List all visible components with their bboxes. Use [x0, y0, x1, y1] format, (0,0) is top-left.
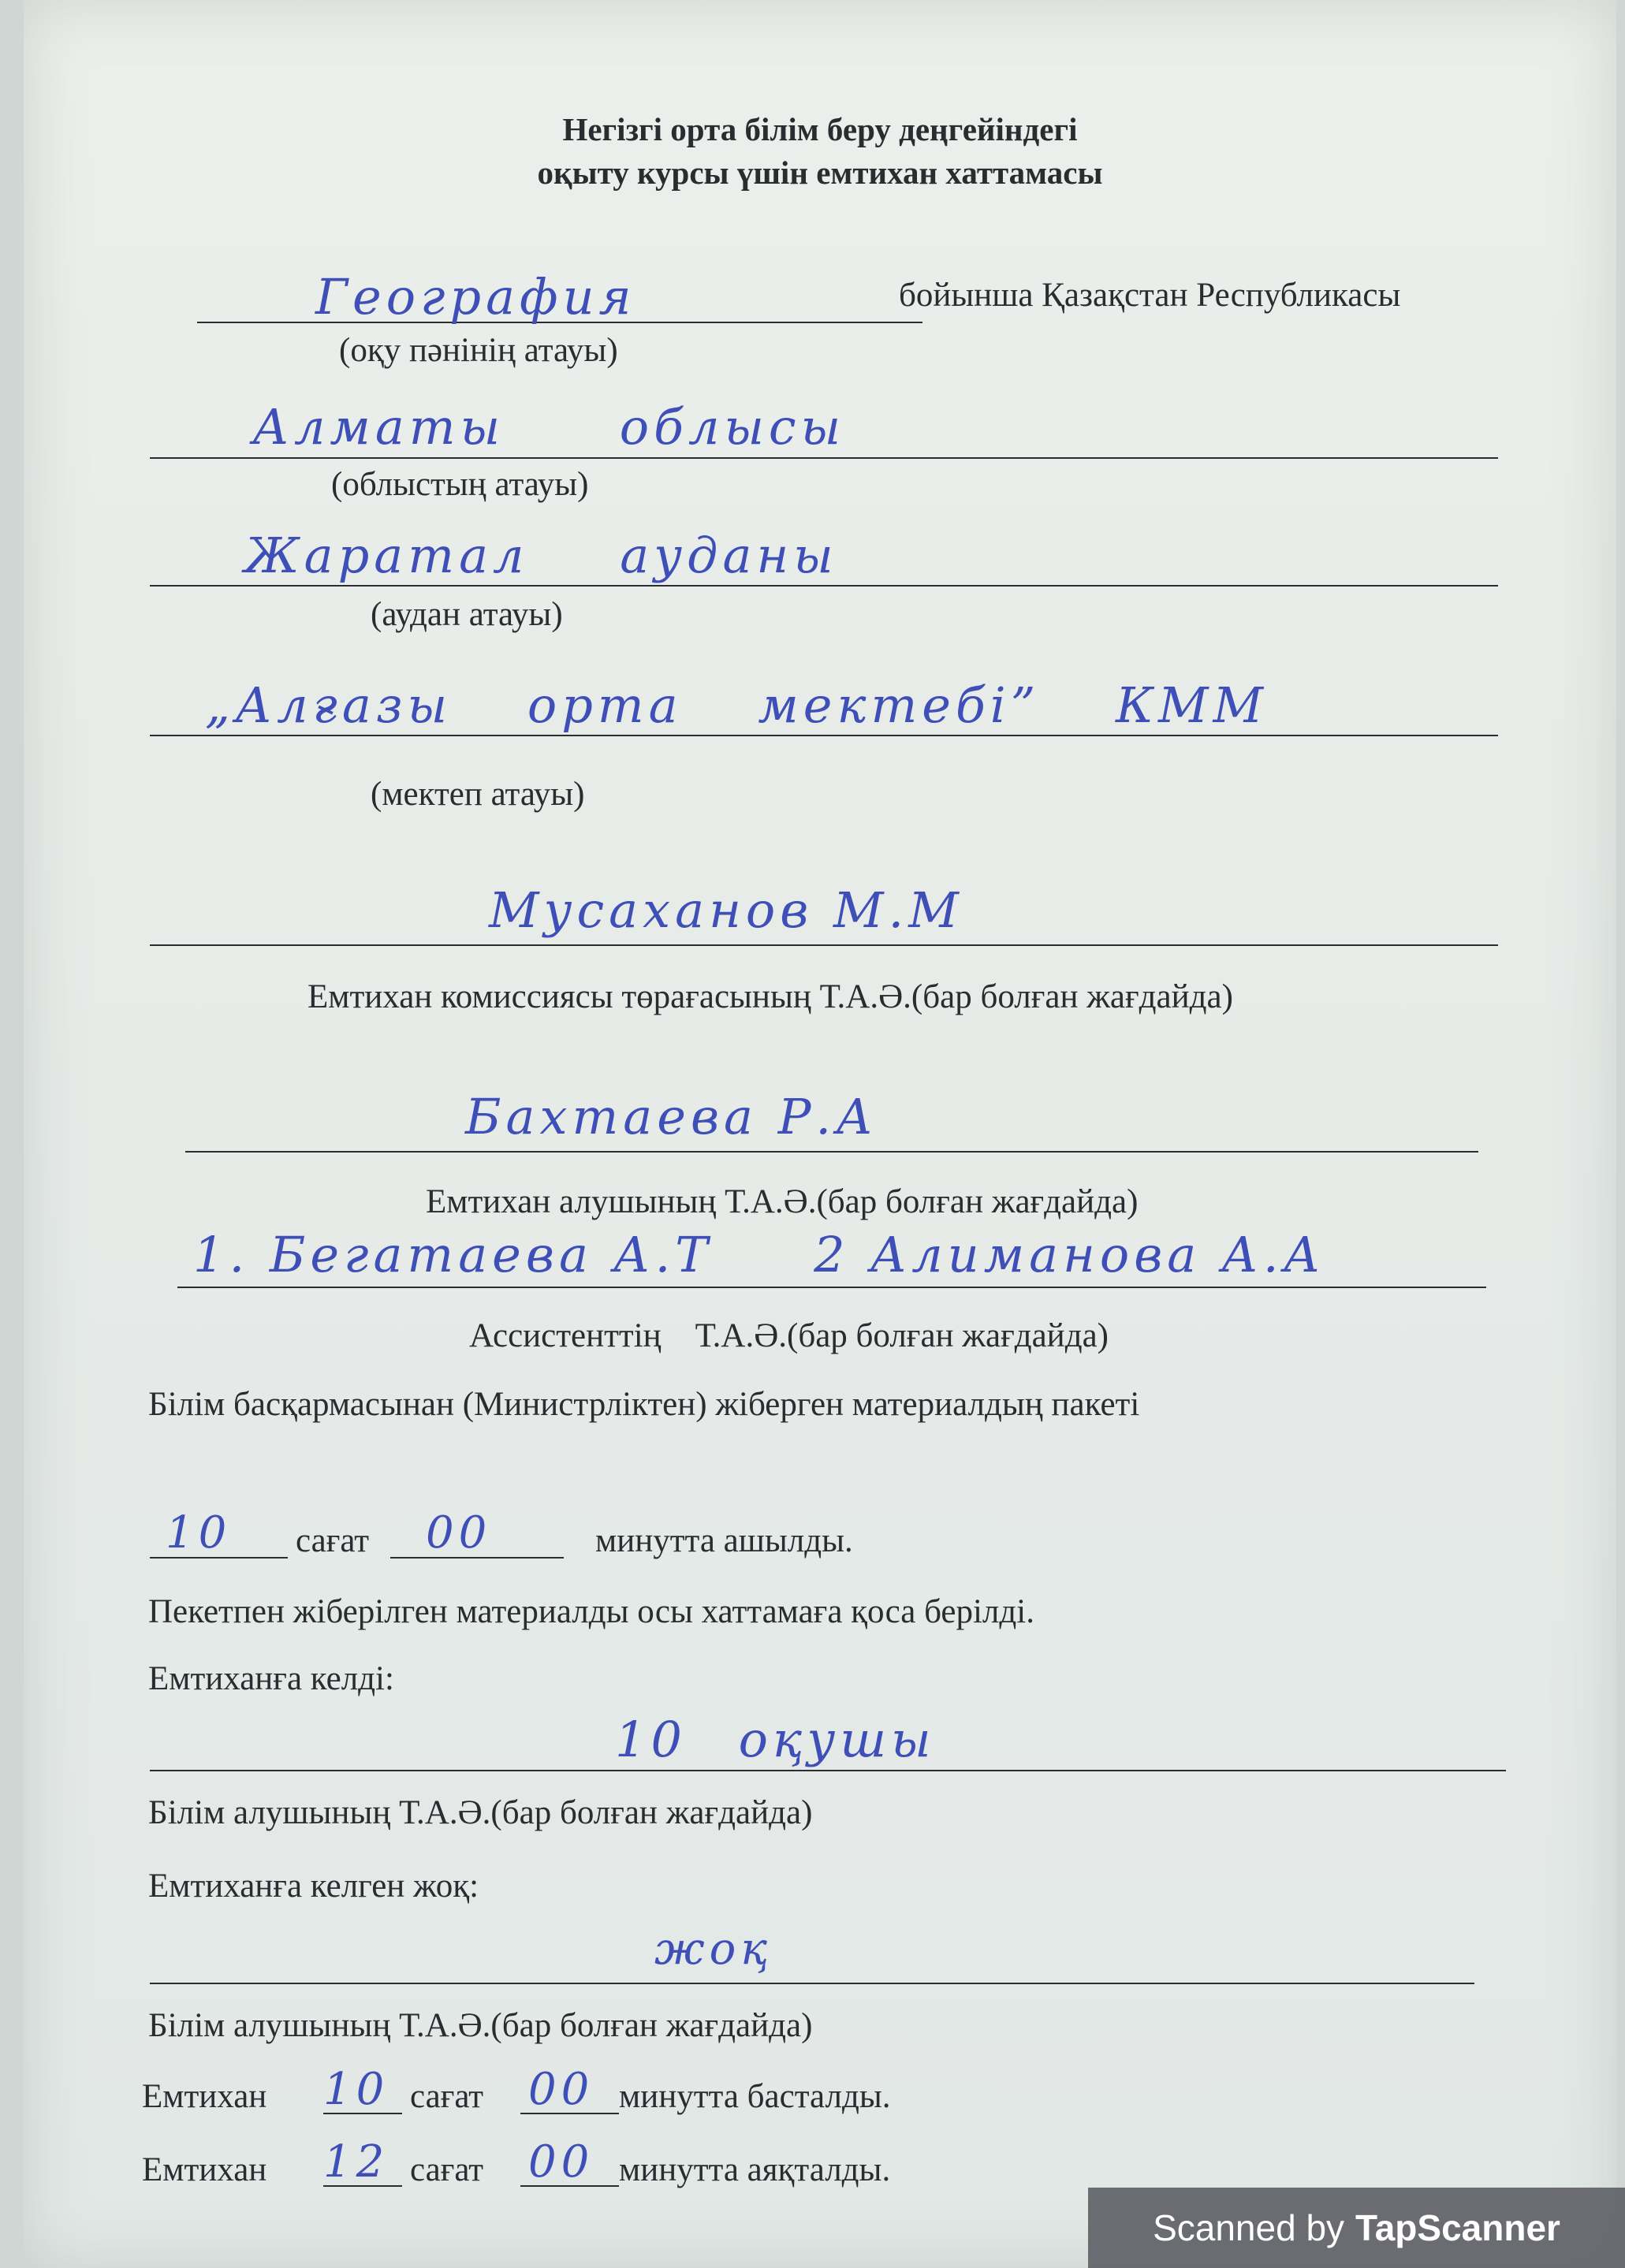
absent-underline: [150, 1983, 1474, 1984]
examiner-underline: [185, 1151, 1478, 1153]
attended-caption: Білім алушының Т.А.Ә.(бар болған жағдайда): [148, 1794, 813, 1831]
school-underline: [150, 735, 1498, 736]
title-line-2: оқыту курсы үшін емтихан хаттамасы: [537, 155, 1103, 191]
chairman-caption: Емтихан комиссиясы төрағасының Т.А.Ә.(бар болған жағдайда): [307, 978, 1233, 1015]
exam-start-minute-label: минутта басталды.: [619, 2078, 891, 2115]
scanner-watermark: [1088, 2188, 1625, 2268]
region-handwritten: Алматы облысы: [252, 398, 846, 456]
assistants-underline: [177, 1287, 1486, 1288]
region-caption: (облыстың атауы): [331, 466, 589, 503]
school-caption: (мектеп атауы): [371, 776, 585, 813]
title-line-1: Негізгі орта білім беру деңгейіндегі: [562, 111, 1078, 147]
package-minute-handwritten: 00: [426, 1507, 492, 1559]
exam-end-label: Емтихан: [142, 2151, 267, 2188]
exam-end-minute-label: минутта аяқталды.: [619, 2151, 891, 2188]
assistants-handwritten: 1. Бегатаева А.Т 2 Алиманова А.А: [193, 1226, 1325, 1283]
absent-label: Емтиханға келген жоқ:: [148, 1868, 479, 1905]
exam-end-hour-handwritten: 12: [323, 2136, 389, 2188]
exam-start-label: Емтихан: [142, 2078, 267, 2115]
subject-caption: (оқу пәнінің атауы): [339, 332, 618, 369]
subject-handwritten: География: [315, 268, 636, 326]
exam-end-minute-handwritten: 00: [528, 2136, 594, 2188]
exam-end-hour-label: сағат: [410, 2151, 484, 2188]
package-hour-handwritten: 10: [166, 1507, 232, 1559]
package-text: Білім басқармасынан (Министрліктен) жіберген материалдың пакеті: [148, 1386, 1140, 1423]
district-caption: (аудан атауы): [371, 596, 563, 633]
examiner-caption: Емтихан алушының Т.А.Ә.(бар болған жағдайда): [426, 1183, 1139, 1220]
assistants-caption: Ассистенттің Т.А.Ә.(бар болған жағдайда): [469, 1317, 1109, 1354]
attended-underline: [150, 1770, 1506, 1771]
absent-handwritten: жоқ: [654, 1924, 773, 1975]
watermark-brand: TapScanner: [1355, 2207, 1560, 2248]
chairman-handwritten: Мусаханов М.М: [489, 881, 963, 939]
watermark-prefix: Scanned by: [1153, 2207, 1345, 2248]
school-handwritten: „Алғазы орта мектебі” КММ: [205, 676, 1268, 734]
examiner-handwritten: Бахтаева Р.А: [465, 1088, 878, 1145]
region-underline: [150, 457, 1498, 459]
district-underline: [150, 585, 1498, 587]
exam-start-hour-label: сағат: [410, 2078, 484, 2115]
attended-handwritten: 10 оқушы: [615, 1711, 936, 1768]
package-hour-label: сағат: [296, 1522, 370, 1559]
district-handwritten: Жаратал ауданы: [244, 527, 838, 584]
package-minute-label: минутта ашылды.: [595, 1522, 853, 1559]
absent-caption: Білім алушының Т.А.Ә.(бар болған жағдайда): [148, 2007, 813, 2044]
attached-text: Пекетпен жіберілген материалды осы хаттамаға қоса берілді.: [148, 1593, 1034, 1630]
protocol-page: [24, 0, 1616, 2268]
exam-start-minute-handwritten: 00: [528, 2064, 594, 2115]
attended-label: Емтиханға келді:: [148, 1660, 394, 1697]
subject-suffix: бойынша Қазақстан Республикасы: [899, 277, 1401, 314]
chairman-underline: [150, 944, 1498, 946]
exam-start-hour-handwritten: 10: [323, 2064, 389, 2115]
